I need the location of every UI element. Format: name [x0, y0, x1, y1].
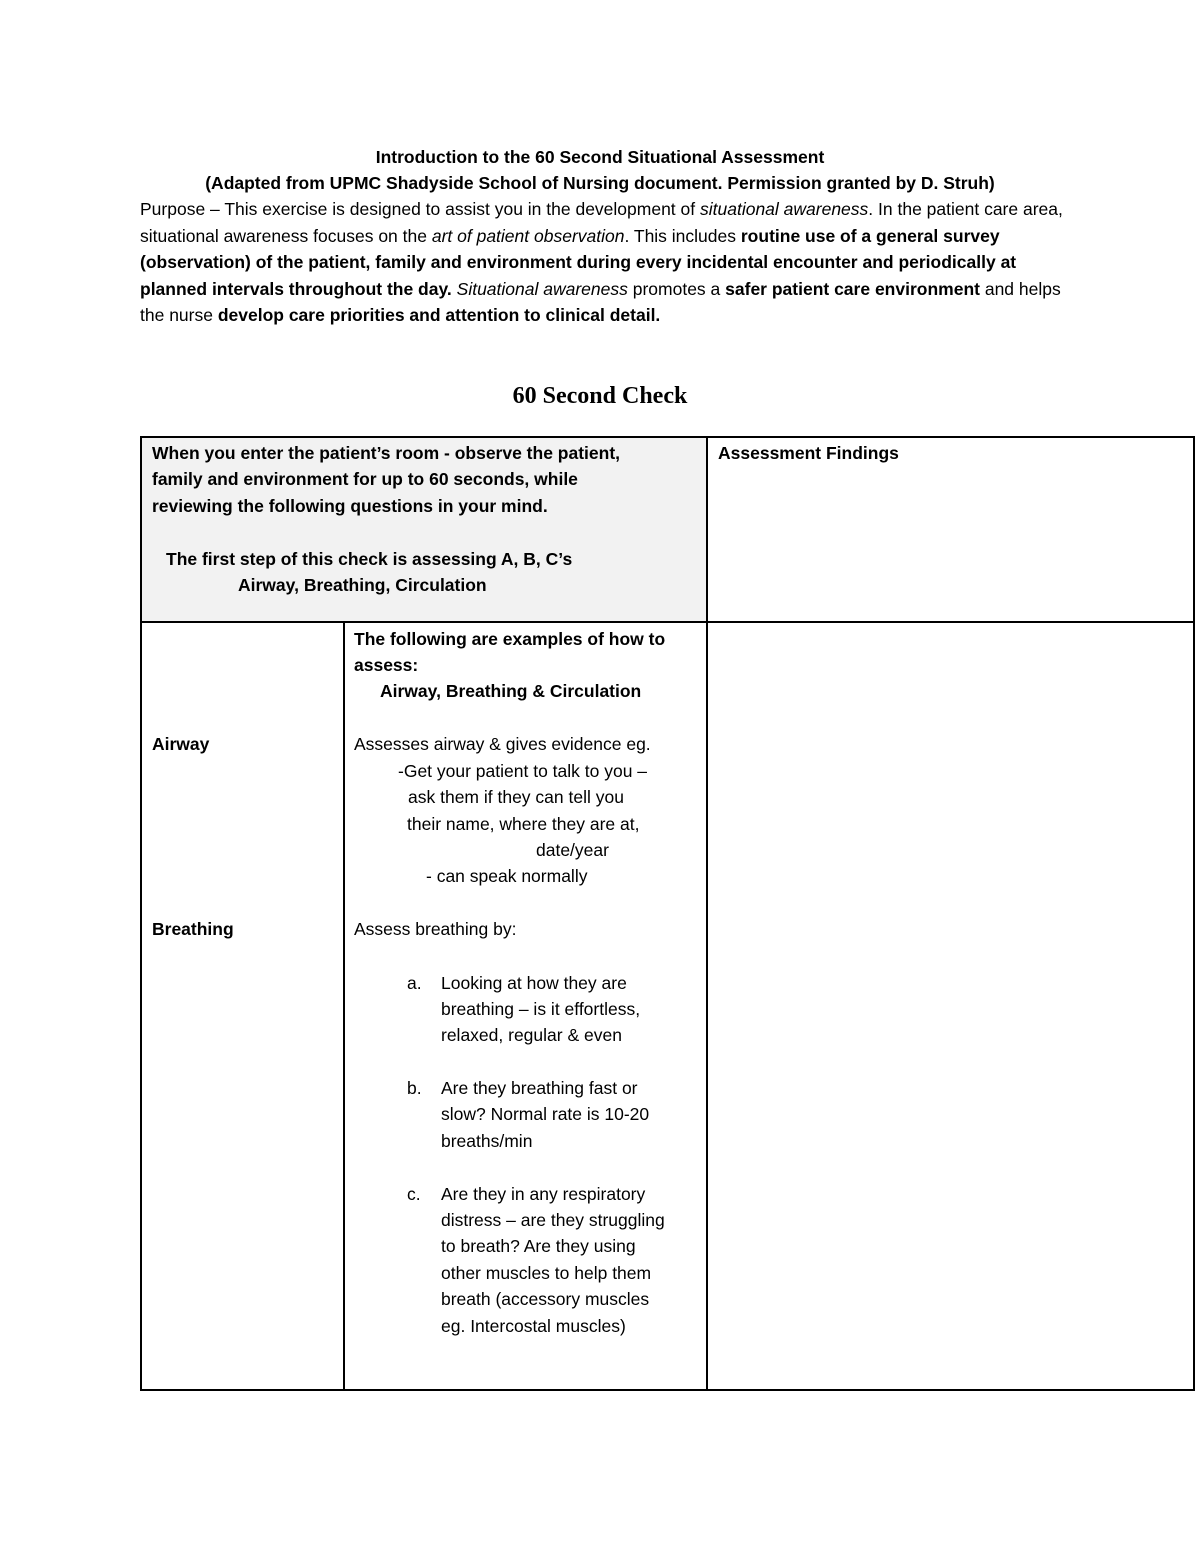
- purpose-text: . This includes: [624, 225, 741, 246]
- table-border-left: [140, 436, 142, 1391]
- list-item-line: to breath? Are they using: [441, 1236, 636, 1256]
- purpose-strong: develop care priorities and attention to clinical detail.: [217, 305, 661, 325]
- header-instruction-line: When you enter the patient’s room - observe the patient,: [152, 443, 621, 463]
- list-marker: a.: [407, 973, 422, 993]
- purpose-emphasis: situational awareness: [700, 199, 869, 219]
- document-title: Introduction to the 60 Second Situational Assessment: [375, 147, 825, 167]
- purpose-text: . In the patient care area, situational awareness focuses on the: [140, 199, 1063, 246]
- list-item-line: Are they in any respiratory: [441, 1184, 646, 1204]
- breathing-label: Breathing: [152, 919, 234, 939]
- list-item-line: eg. Intercostal muscles): [441, 1316, 626, 1336]
- purpose-text: Purpose – This exercise is designed to assist you in the development of: [140, 199, 700, 219]
- header-abc-line: The first step of this check is assessing A, B, C’s: [166, 549, 573, 569]
- airway-label: Airway: [152, 734, 210, 754]
- table-row-divider: [140, 621, 1195, 623]
- table-border-top: [140, 436, 1195, 438]
- purpose-paragraph: [140, 196, 1070, 329]
- header-instruction-line: family and environment for up to 60 seconds, while: [152, 469, 578, 489]
- examples-intro-line: The following are examples of how to: [354, 629, 666, 649]
- document-subtitle: (Adapted from UPMC Shadyside School of Nursing document. Permission granted by D. Struh): [205, 173, 995, 193]
- purpose-text: promotes a: [627, 278, 726, 299]
- table-border-bottom: [140, 1389, 1195, 1391]
- list-item-line: breaths/min: [441, 1131, 533, 1151]
- list-marker: b.: [407, 1078, 422, 1098]
- list-item-line: breath (accessory muscles: [441, 1289, 650, 1309]
- section-title: 60 Second Check: [512, 383, 688, 409]
- purpose-emphasis: art of patient observation: [431, 225, 625, 246]
- airway-example-line: ask them if they can tell you: [408, 787, 624, 807]
- purpose-emphasis: Situational awareness: [456, 278, 628, 299]
- list-item-line: breathing – is it effortless,: [441, 999, 641, 1019]
- header-instruction-line: reviewing the following questions in your mind.: [152, 496, 548, 516]
- airway-example-line: - can speak normally: [426, 866, 588, 886]
- list-marker: c.: [407, 1184, 421, 1204]
- assessment-findings-header: Assessment Findings: [718, 443, 899, 463]
- table-column-divider: [706, 436, 708, 1391]
- purpose-text: and helps the nurse: [140, 278, 1061, 325]
- examples-intro-line: assess:: [354, 655, 419, 675]
- list-item-line: relaxed, regular & even: [441, 1025, 622, 1045]
- table-border-right: [1193, 436, 1195, 1391]
- list-item-line: slow? Normal rate is 10-20: [441, 1104, 650, 1124]
- purpose-strong: safer patient care environment: [725, 278, 980, 299]
- list-item-line: distress – are they struggling: [441, 1210, 665, 1230]
- airway-example-line: -Get your patient to talk to you –: [398, 761, 648, 781]
- airway-example-line: Assesses airway & gives evidence eg.: [354, 734, 651, 754]
- header-abc-line: Airway, Breathing, Circulation: [238, 575, 487, 595]
- list-item-line: other muscles to help them: [441, 1263, 652, 1283]
- table-inner-column-divider: [343, 621, 345, 1391]
- airway-example-line: date/year: [536, 840, 609, 860]
- purpose-strong: routine use of a general survey (observation) of the patient, family and environment during every incidental encounter and periodically at planned intervals throughout the day.: [140, 225, 1017, 299]
- list-item-line: Looking at how they are: [441, 973, 627, 993]
- breathing-intro: Assess breathing by:: [354, 919, 517, 939]
- list-item-line: Are they breathing fast or: [441, 1078, 638, 1098]
- airway-example-line: their name, where they are at,: [407, 814, 640, 834]
- examples-intro-line: Airway, Breathing & Circulation: [380, 681, 642, 701]
